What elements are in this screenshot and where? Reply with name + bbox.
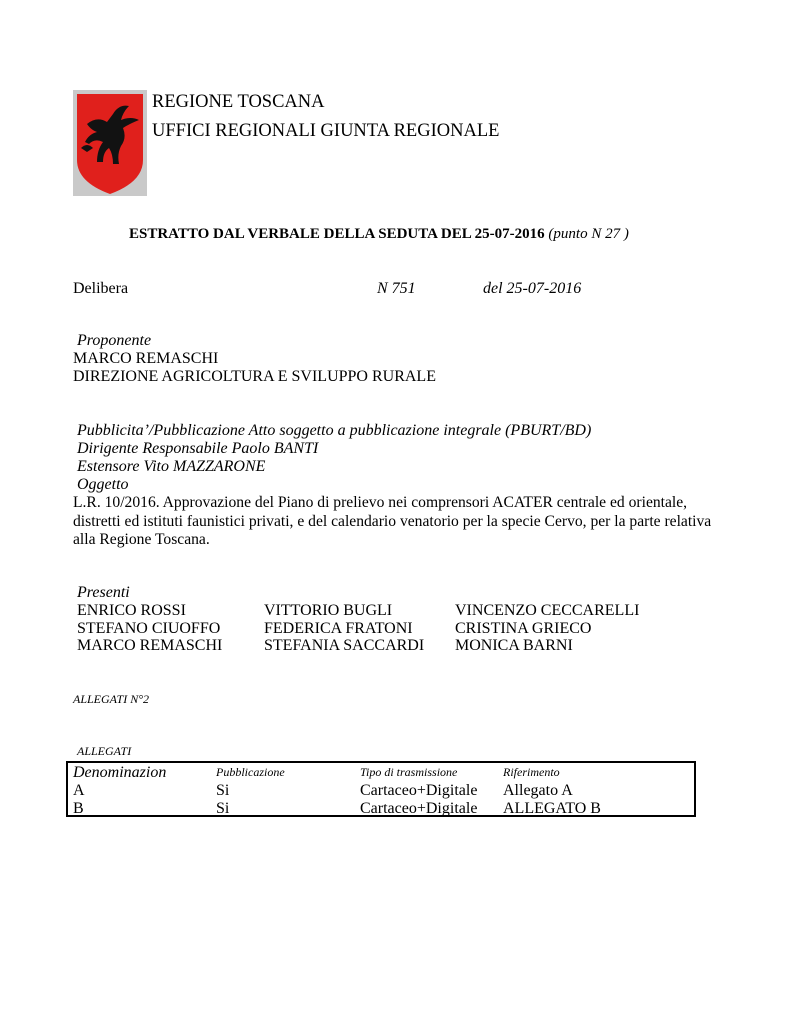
presente-name: VITTORIO BUGLI bbox=[264, 602, 393, 619]
table-cell: A bbox=[73, 782, 85, 799]
presente-name: FEDERICA FRATONI bbox=[264, 620, 413, 637]
estratto-title: ESTRATTO DAL VERBALE DELLA SEDUTA DEL 25-07-2016 bbox=[129, 226, 545, 242]
org-name: REGIONE TOSCANA bbox=[152, 92, 325, 112]
org-subname: UFFICI REGIONALI GIUNTA REGIONALE bbox=[152, 121, 500, 141]
table-cell: Si bbox=[216, 800, 230, 817]
table-cell: ALLEGATO B bbox=[503, 800, 601, 817]
pubblicita-line: Pubblicita’/Pubblicazione Atto soggetto a pubblicazione integrale (PBURT/BD) bbox=[77, 422, 592, 439]
table-cell: B bbox=[73, 800, 84, 817]
presente-name: STEFANIA SACCARDI bbox=[264, 637, 425, 654]
presente-name: ENRICO ROSSI bbox=[77, 602, 186, 619]
allegati-table bbox=[66, 761, 696, 817]
presente-name: VINCENZO CECCARELLI bbox=[455, 602, 640, 619]
oggetto-label: Oggetto bbox=[77, 476, 129, 493]
oggetto-text: L.R. 10/2016. Approvazione del Piano di prelievo nei comprensori ACATER centrale ed orientale, distretti ed istituti faunistici privati, e del calendario venatorio per la specie Cervo, per la parte relativa alla Regione Toscana. bbox=[73, 494, 712, 549]
allegati-label: ALLEGATI bbox=[77, 744, 132, 758]
table-cell: Cartaceo+Digitale bbox=[360, 782, 478, 799]
presente-name: MONICA BARNI bbox=[455, 637, 573, 654]
regione-toscana-logo-icon bbox=[73, 90, 147, 196]
presente-name: CRISTINA GRIECO bbox=[455, 620, 592, 637]
delibera-number: N 751 bbox=[377, 280, 416, 297]
column-header-tipo: Tipo di trasmissione bbox=[360, 765, 458, 779]
presenti-label: Presenti bbox=[77, 584, 130, 601]
table-cell: Allegato A bbox=[503, 782, 573, 799]
presente-name: MARCO REMASCHI bbox=[77, 637, 223, 654]
delibera-date: del 25-07-2016 bbox=[483, 280, 582, 297]
proponente-name: MARCO REMASCHI bbox=[73, 350, 219, 367]
estensore-line: Estensore Vito MAZZARONE bbox=[77, 458, 266, 475]
column-header-riferimento: Riferimento bbox=[503, 765, 560, 779]
column-header-pubblicazione: Pubblicazione bbox=[216, 765, 285, 779]
proponente-label: Proponente bbox=[77, 332, 152, 349]
table-cell: Cartaceo+Digitale bbox=[360, 800, 478, 817]
estratto-heading bbox=[129, 226, 629, 243]
delibera-label: Delibera bbox=[73, 280, 129, 297]
estratto-punto: (punto N 27 ) bbox=[548, 226, 629, 242]
presente-name: STEFANO CIUOFFO bbox=[77, 620, 221, 637]
proponente-direzione: DIREZIONE AGRICOLTURA E SVILUPPO RURALE bbox=[73, 368, 436, 385]
column-header-denominazione: Denominazion bbox=[73, 764, 167, 781]
table-cell: Si bbox=[216, 782, 230, 799]
allegati-count: ALLEGATI N°2 bbox=[73, 692, 150, 706]
dirigente-line: Dirigente Responsabile Paolo BANTI bbox=[77, 440, 319, 457]
